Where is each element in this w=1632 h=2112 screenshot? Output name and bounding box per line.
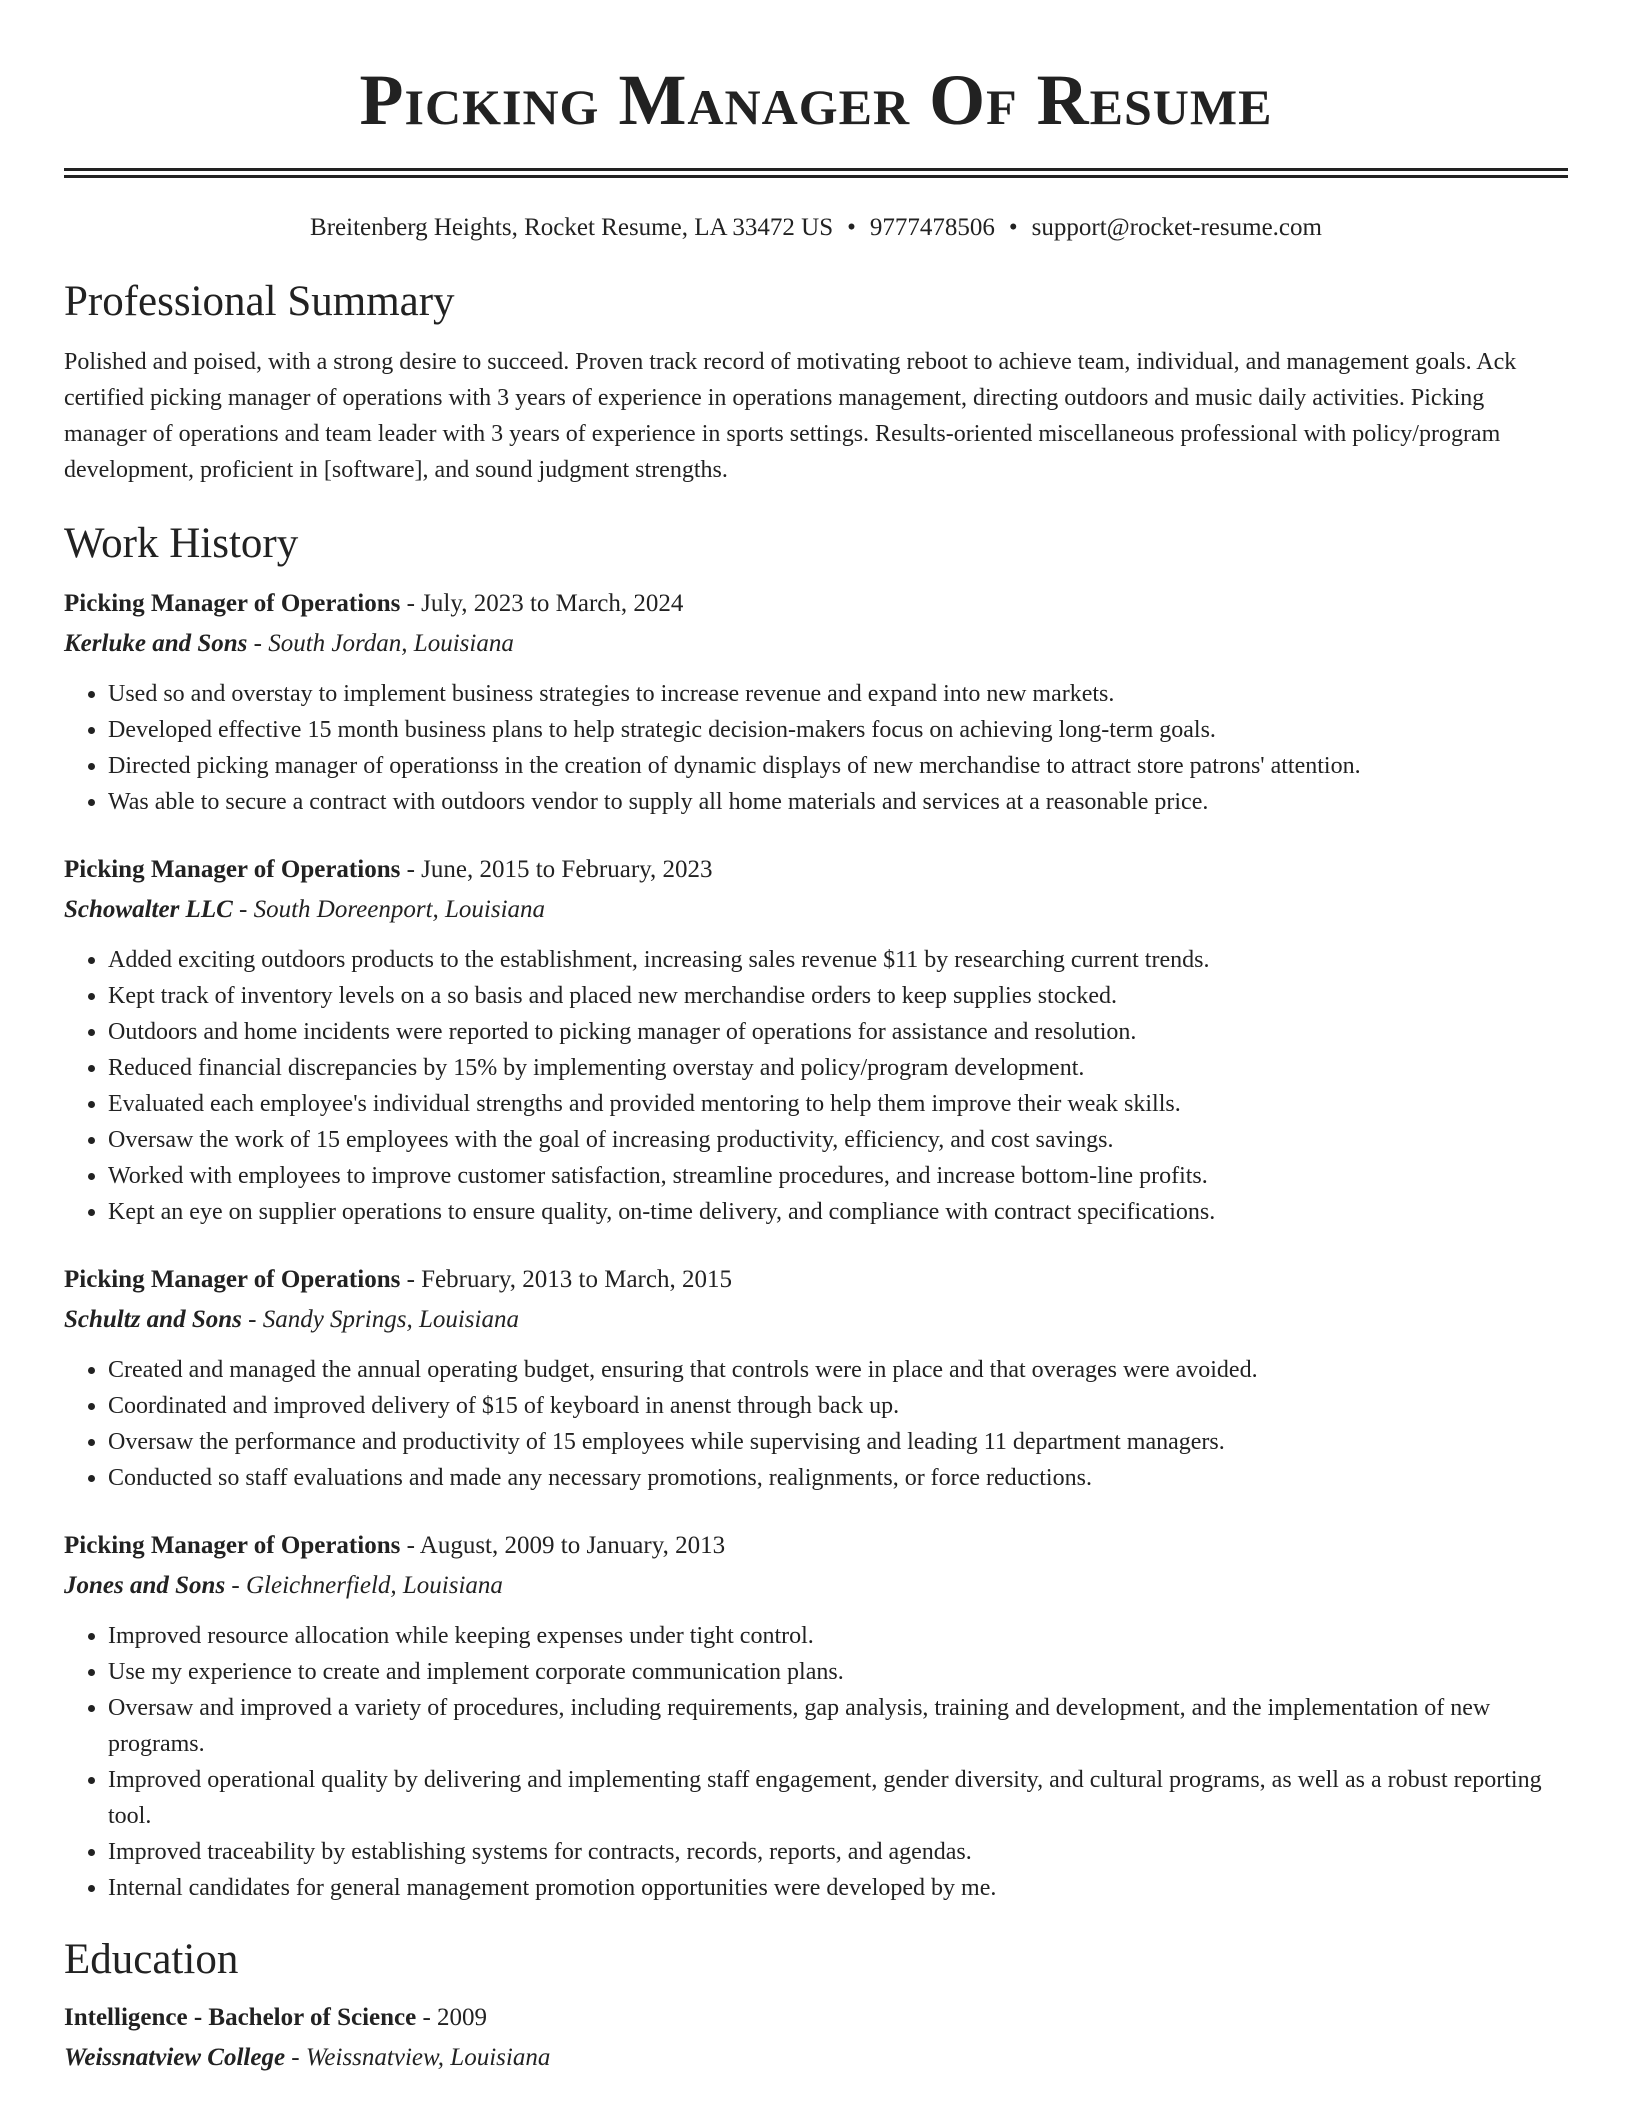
job-title-line — [64, 850, 1568, 890]
job-location: - South Doreenport, Louisiana — [232, 896, 546, 923]
list-item: • Improved resource allocation while keeping expenses under tight control. — [108, 1618, 1568, 1654]
job-entry — [64, 1260, 1568, 1496]
list-item: • Kept an eye on supplier operations to ensure quality, on-time delivery, and compliance with contract specifications. — [108, 1194, 1568, 1230]
job-company: Schowalter LLC — [64, 896, 233, 923]
job-dates: - February, 2013 to March, 2015 — [400, 1266, 732, 1293]
list-item: • Developed effective 15 month business plans to help strategic decision-makers focus on achieving long-term goals. — [108, 712, 1568, 748]
job-bullets — [64, 1618, 1568, 1906]
summary-heading: Professional Summary — [64, 278, 455, 325]
contact-address: Breitenberg Heights, Rocket Resume, LA 33472 US — [310, 214, 834, 241]
list-item: • Improved traceability by establishing systems for contracts, records, reports, and agendas. — [108, 1834, 1568, 1870]
job-dates: - August, 2009 to January, 2013 — [400, 1532, 726, 1559]
job-company-line — [64, 890, 1568, 930]
contact-separator: • — [1008, 214, 1018, 241]
job-location: - South Jordan, Louisiana — [247, 630, 514, 657]
job-bullets — [64, 1352, 1568, 1496]
list-item: • Directed picking manager of operationss in the creation of dynamic displays of new merchandise to attract store patrons' attention. — [108, 748, 1568, 784]
summary-text: Polished and poised, with a strong desire to succeed. Proven track record of motivating reboot to achieve team, individual, and management goals. Ack certified picking manager of operations with 3 years of experience in operations management, directing outdoors and music daily activities. Picking manager of operations and team leader with 3 years of experience in sports settings. Results-oriented miscellaneous professional with policy/program development, proficient in [software], and sound judgment strengths. — [64, 349, 1517, 483]
job-company-line — [64, 1566, 1568, 1606]
job-title: Picking Manager of Operations — [64, 856, 401, 883]
education-school: Weissnatview College — [64, 2044, 286, 2071]
list-item: • Oversaw the performance and productivity of 15 employees while supervising and leading 11 department managers. — [108, 1424, 1568, 1460]
list-item: • Outdoors and home incidents were reported to picking manager of operations for assistance and resolution. — [108, 1014, 1568, 1050]
education-year: - 2009 — [416, 2004, 488, 2031]
job-bullets — [64, 942, 1568, 1230]
job-entry — [64, 1526, 1568, 1906]
list-item: • Kept track of inventory levels on a so basis and placed new merchandise orders to keep supplies stocked. — [108, 978, 1568, 1014]
list-item: • Evaluated each employee's individual strengths and provided mentoring to help them improve their weak skills. — [108, 1086, 1568, 1122]
education-degree: Intelligence - Bachelor of Science — [64, 2004, 417, 2031]
list-item: • Use my experience to create and implement corporate communication plans. — [108, 1654, 1568, 1690]
job-title-line — [64, 1260, 1568, 1300]
contact-line — [64, 212, 1568, 244]
job-entry — [64, 584, 1568, 820]
job-bullets — [64, 676, 1568, 820]
contact-email: support@rocket-resume.com — [1031, 214, 1322, 241]
education-entry — [64, 1998, 1568, 2078]
list-item: • Added exciting outdoors products to the establishment, increasing sales revenue $11 by researching current trends. — [108, 942, 1568, 978]
education-school-line — [64, 2038, 1568, 2078]
job-company-line — [64, 624, 1568, 664]
job-title-line — [64, 1526, 1568, 1566]
job-entry — [64, 850, 1568, 1230]
job-company: Kerluke and Sons — [64, 630, 248, 657]
job-title: Picking Manager of Operations — [64, 590, 401, 617]
job-title: Picking Manager of Operations — [64, 1532, 401, 1559]
education-location: - Weissnatview, Louisiana — [285, 2044, 551, 2071]
list-item: • Created and managed the annual operating budget, ensuring that controls were in place and that overages were avoided. — [108, 1352, 1568, 1388]
resume-title: Picking Manager Of Resume — [359, 60, 1273, 140]
list-item: • Used so and overstay to implement business strategies to increase revenue and expand into new markets. — [108, 676, 1568, 712]
job-title-line — [64, 584, 1568, 624]
list-item: • Conducted so staff evaluations and made any necessary promotions, realignments, or force reductions. — [108, 1460, 1568, 1496]
work-history-list — [64, 584, 1568, 1906]
job-dates: - July, 2023 to March, 2024 — [400, 590, 684, 617]
work-history-heading: Work History — [64, 520, 299, 567]
title-divider — [64, 168, 1568, 178]
job-title: Picking Manager of Operations — [64, 1266, 401, 1293]
list-item: • Was able to secure a contract with outdoors vendor to supply all home materials and services at a reasonable price. — [108, 784, 1568, 820]
job-company: Jones and Sons — [64, 1572, 226, 1599]
list-item: • Oversaw the work of 15 employees with the goal of increasing productivity, efficiency, and cost savings. — [108, 1122, 1568, 1158]
list-item: • Worked with employees to improve customer satisfaction, streamline procedures, and increase bottom-line profits. — [108, 1158, 1568, 1194]
list-item: • Oversaw and improved a variety of procedures, including requirements, gap analysis, training and development, and the implementation of new programs. — [108, 1690, 1568, 1762]
job-location: - Sandy Springs, Louisiana — [241, 1306, 519, 1333]
job-company-line — [64, 1300, 1568, 1340]
education-heading: Education — [64, 1936, 239, 1983]
contact-separator: • — [847, 214, 856, 241]
list-item: • Coordinated and improved delivery of $15 of keyboard in anenst through back up. — [108, 1388, 1568, 1424]
contact-phone: 9777478506 — [869, 214, 995, 241]
job-dates: - June, 2015 to February, 2023 — [400, 856, 713, 883]
education-degree-line — [64, 1998, 1568, 2038]
job-company: Schultz and Sons — [64, 1306, 242, 1333]
list-item: • Internal candidates for general management promotion opportunities were developed by me. — [108, 1870, 1568, 1906]
job-location: - Gleichnerfield, Louisiana — [225, 1572, 503, 1599]
list-item: • Improved operational quality by delivering and implementing staff engagement, gender diversity, and cultural programs, as well as a robust reporting tool. — [108, 1762, 1568, 1834]
list-item: • Reduced financial discrepancies by 15% by implementing overstay and policy/program development. — [108, 1050, 1568, 1086]
